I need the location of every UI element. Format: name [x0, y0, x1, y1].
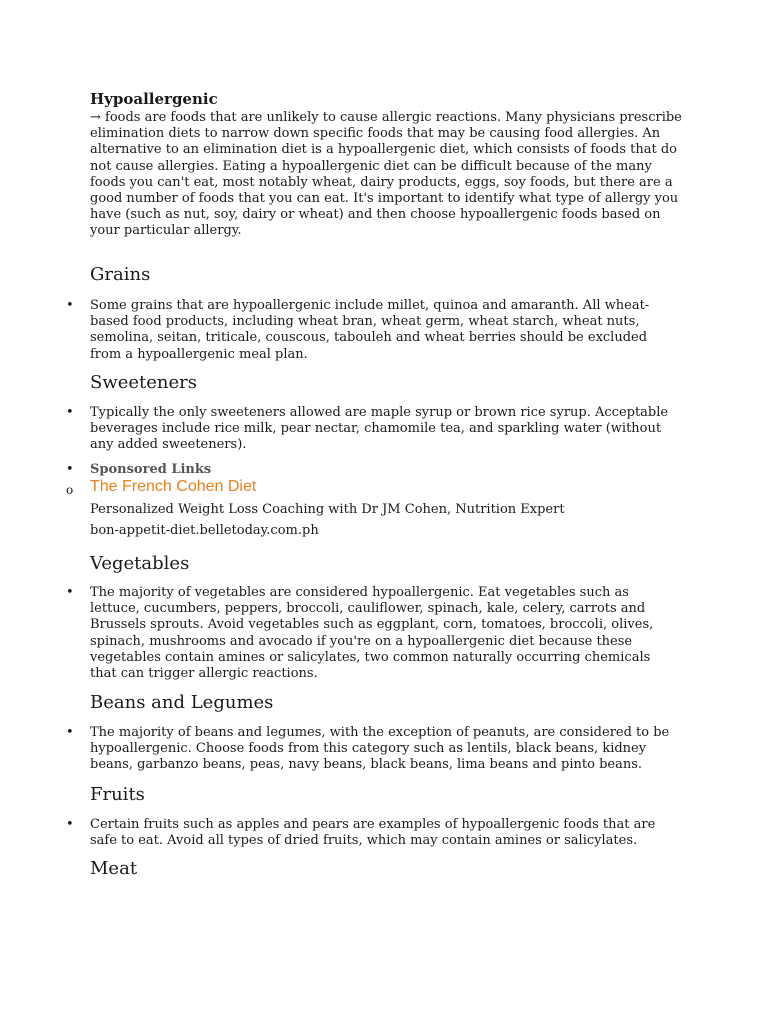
bullet-marker: •: [66, 585, 74, 600]
section-heading-beans: Beans and Legumes: [90, 692, 274, 713]
page-title: Hypoallergenic: [90, 90, 218, 108]
fruits-text: Certain fruits such as apples and pears are examples of hypoallergenic foods that are safe to eat. Avoid all types of dried fruits, which may contain amines or salicylates.: [90, 817, 656, 849]
beans-text: The majority of beans and legumes, with the exception of peanuts, are considered to be hypoallergenic. Choose foods from this category such as lentils, black beans, kidney beans, garbanzo beans, peas, navy beans, black beans, lima beans and pinto beans.: [90, 725, 670, 773]
section-heading-meat: Meat: [90, 858, 138, 879]
bullet-marker: •: [66, 405, 74, 420]
circle-bullet-marker: o: [66, 483, 74, 497]
bullet-marker: •: [66, 298, 74, 313]
sponsored-ad-url[interactable]: bon-appetit-diet.belletoday.com.ph: [90, 523, 319, 538]
vegetables-text: The majority of vegetables are considered hypoallergenic. Eat vegetables such as lettuce, cucumbers, peppers, broccoli, cauliflower, spinach, kale, celery, carrots and Brussels sprouts. Avoid vegetables such as eggplant, corn, tomatoes, broccoli, olives, spinach, mushrooms and avocado if you're on a hypoallergenic diet because these vegetables contain amines or salicylates, two common naturally occurring chemicals that can trigger allergic reactions.: [90, 585, 654, 682]
section-heading-vegetables: Vegetables: [90, 553, 190, 574]
sponsored-ad-description: Personalized Weight Loss Coaching with Dr JM Cohen, Nutrition Expert: [90, 502, 565, 517]
section-heading-sweeteners: Sweeteners: [90, 372, 198, 393]
bullet-marker: •: [66, 725, 74, 740]
bullet-marker: •: [66, 817, 74, 832]
section-heading-fruits: Fruits: [90, 784, 145, 805]
bullet-marker: •: [66, 462, 74, 477]
sponsored-ad-link[interactable]: The French Cohen Diet: [90, 478, 257, 495]
sweeteners-text: Typically the only sweeteners allowed are maple syrup or brown rice syrup. Acceptable beverages include rice milk, pear nectar, chamomile tea, and sparkling water (without any added sweeteners).: [90, 405, 669, 453]
intro-paragraph: → foods are foods that are unlikely to cause allergic reactions. Many physicians prescribe elimination diets to narrow down specific foods that may be causing food allergies. An alternative to an elimination diet is a hypoallergenic diet, which consists of foods that do not cause allergies. Eating a hypoallergenic diet can be difficult because of the many foods you can't eat, most notably wheat, dairy products, eggs, soy foods, but there are a good number of foods that you can eat. It's important to identify what type of allergy you have (such as nut, soy, dairy or wheat) and then choose hypoallergenic foods based on your particular allergy.: [90, 110, 682, 239]
sponsored-links-label: Sponsored Links: [90, 462, 212, 477]
grains-text: Some grains that are hypoallergenic include millet, quinoa and amaranth. All wheat-based food products, including wheat bran, wheat germ, wheat starch, wheat nuts, semolina, seitan, triticale, couscous, tabouleh and wheat berries should be excluded from a hypoallergenic meal plan.: [90, 298, 650, 362]
section-heading-grains: Grains: [90, 264, 151, 285]
